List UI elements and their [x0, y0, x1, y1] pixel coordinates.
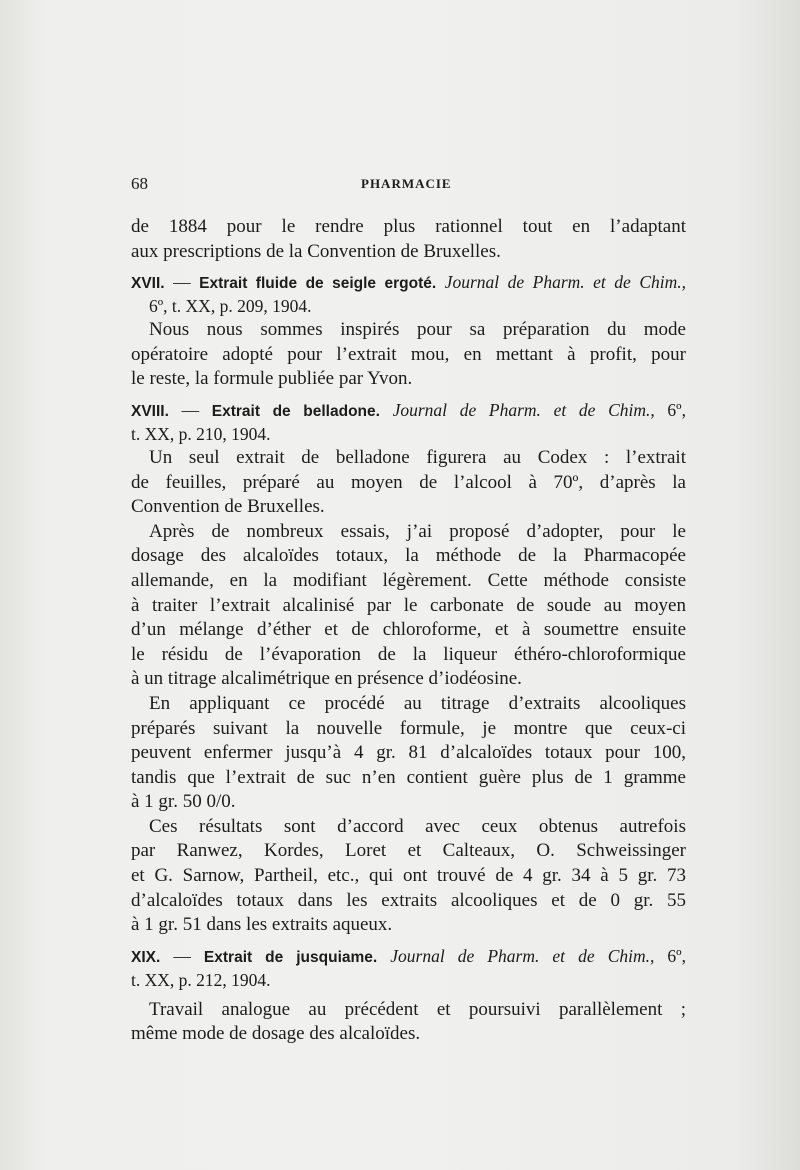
body-text — [131, 215, 686, 1047]
entry-number: XVII. — [131, 275, 165, 293]
running-head: PHARMACIE — [361, 176, 452, 191]
text-line: d’un mélange d’éther et de chloroforme, et à soumettre ensuite — [131, 619, 686, 641]
journal-ref: Journal de Pharm. et de Chim., — [390, 945, 655, 966]
text-line: Un seul extrait de belladone figurera au Codex : l’extrait — [149, 446, 686, 468]
text-line: même mode de dosage des alcaloïdes. — [131, 1023, 421, 1045]
entry-heading-xviii — [131, 398, 686, 422]
entry-number: XIX. — [131, 948, 161, 966]
entry-dash: — — [168, 399, 212, 420]
entry-reference: t. XX, p. 212, 1904. — [131, 969, 271, 990]
text-line: dosage des alcaloïdes totaux, la méthode de la Pharmacopée — [131, 545, 686, 567]
text-line: de feuilles, préparé au moyen de l’alcool à 70º, d’après la — [131, 471, 686, 493]
entry-title: Extrait de belladone. — [211, 402, 380, 420]
entry-dash: — — [164, 272, 200, 293]
journal-ref: Journal de Pharm. et de Chim., — [444, 272, 686, 293]
text-line: En appliquant ce procédé au titrage d’extraits alcooliques — [149, 692, 686, 714]
text-line: le résidu de l’évaporation de la liqueur éthéro-chloroformique — [131, 643, 686, 665]
entry-reference: t. XX, p. 210, 1904. — [131, 423, 271, 444]
text-line: Travail analogue au précédent et poursuivi parallèlement ; — [149, 998, 686, 1020]
text-line: Après de nombreux essais, j’ai proposé d’adopter, pour le — [149, 520, 686, 542]
text-line: Nous nous sommes inspirés pour sa préparation du mode — [149, 319, 686, 341]
entry-title: Extrait fluide de seigle ergoté. — [199, 275, 437, 293]
text-line: allemande, en la modifiant légèrement. Cette méthode consiste — [131, 569, 686, 591]
text-line: et G. Sarnow, Partheil, etc., qui ont trouvé de 4 gr. 34 à 5 gr. 73 — [131, 865, 686, 887]
entry-title: Extrait de jusquiame. — [203, 948, 378, 966]
page-number: 68 — [131, 174, 148, 193]
text-line: préparés suivant la nouvelle formule, je montre que ceux-ci — [131, 717, 686, 739]
text-line: à un titrage alcalimétrique en présence d’iodéosine. — [131, 668, 522, 690]
entry-heading-xix — [131, 944, 686, 968]
journal-series: 6º, — [654, 945, 686, 966]
text-line: opératoire adopté pour l’extrait mou, en mettant à profit, pour — [131, 343, 686, 365]
entry-number: XVIII. — [131, 402, 169, 420]
text-line: à 1 gr. 51 dans les extraits aqueux. — [131, 914, 393, 936]
text-line: aux prescriptions de la Convention de Bruxelles. — [131, 240, 501, 262]
text-line: Convention de Bruxelles. — [131, 496, 325, 518]
text-line: le reste, la formule publiée par Yvon. — [131, 368, 413, 390]
text-line: tandis que l’extrait de suc n’en contient guère plus de 1 gramme — [131, 766, 686, 788]
page-header — [131, 174, 686, 196]
text-line: d’alcaloïdes totaux dans les extraits alcooliques et de 0 gr. 55 — [131, 889, 686, 911]
entry-heading-xvii — [131, 270, 686, 294]
entry-reference: 6º, t. XX, p. 209, 1904. — [149, 296, 312, 317]
text-line: de 1884 pour le rendre plus rationnel tout en l’adaptant — [131, 216, 686, 237]
journal-series: 6º, — [654, 399, 686, 420]
text-line: peuvent enfermer jusqu’à 4 gr. 81 d’alcaloïdes totaux pour 100, — [131, 742, 686, 764]
text-line: par Ranwez, Kordes, Loret et Calteaux, O. Schweissinger — [131, 840, 686, 862]
entry-dash: — — [160, 945, 204, 966]
text-line: Ces résultats sont d’accord avec ceux obtenus autrefois — [149, 815, 686, 837]
text-line: à traiter l’extrait alcalinisé par le carbonate de soude au moyen — [131, 594, 686, 616]
text-line: à 1 gr. 50 0/0. — [131, 791, 236, 813]
journal-ref: Journal de Pharm. et de Chim., — [392, 399, 655, 420]
